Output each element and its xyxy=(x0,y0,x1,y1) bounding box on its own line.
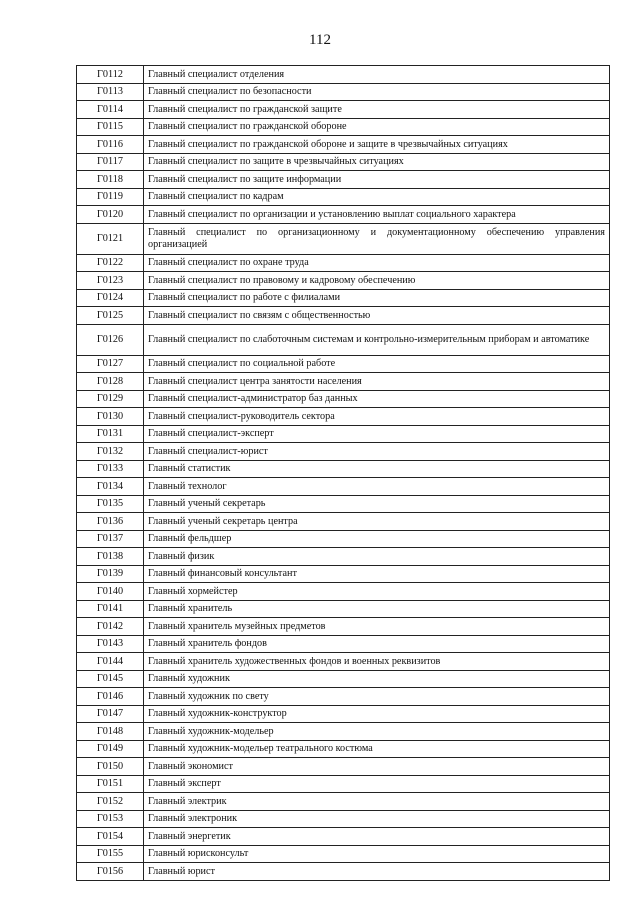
profession-name: Главный специалист по гражданской защите xyxy=(144,101,610,119)
table-row xyxy=(77,530,610,548)
profession-name: Главный экономист xyxy=(144,758,610,776)
profession-code: Г0116 xyxy=(77,136,144,154)
profession-name: Главный эксперт xyxy=(144,775,610,793)
profession-code: Г0155 xyxy=(77,845,144,863)
profession-code: Г0141 xyxy=(77,600,144,618)
profession-code: Г0156 xyxy=(77,863,144,881)
table-row xyxy=(77,600,610,618)
profession-name: Главный ученый секретарь центра xyxy=(144,513,610,531)
table-row xyxy=(77,390,610,408)
table-row xyxy=(77,548,610,566)
profession-name: Главный специалист по гражданской обороне xyxy=(144,118,610,136)
table-row xyxy=(77,670,610,688)
profession-code: Г0154 xyxy=(77,828,144,846)
profession-code: Г0134 xyxy=(77,478,144,496)
profession-code: Г0115 xyxy=(77,118,144,136)
profession-code: Г0142 xyxy=(77,618,144,636)
table-row xyxy=(77,863,610,881)
profession-code: Г0138 xyxy=(77,548,144,566)
profession-name: Главный хранитель xyxy=(144,600,610,618)
profession-name: Главный физик xyxy=(144,548,610,566)
table-row xyxy=(77,513,610,531)
profession-code: Г0130 xyxy=(77,408,144,426)
profession-name: Главный специалист по организации и установлению выплат социального характера xyxy=(144,206,610,224)
profession-code: Г0112 xyxy=(77,66,144,84)
table-row xyxy=(77,653,610,671)
table-row xyxy=(77,373,610,391)
profession-name: Главный специалист по организационному и документационному обеспечению управления организацией xyxy=(144,223,610,254)
profession-code: Г0145 xyxy=(77,670,144,688)
profession-name: Главный юрисконсульт xyxy=(144,845,610,863)
profession-code: Г0153 xyxy=(77,810,144,828)
table-row xyxy=(77,705,610,723)
table-row xyxy=(77,828,610,846)
table-row xyxy=(77,583,610,601)
profession-code: Г0129 xyxy=(77,390,144,408)
table-body xyxy=(77,66,610,881)
profession-name: Главный специалист по работе с филиалами xyxy=(144,289,610,307)
table-row xyxy=(77,355,610,373)
profession-name: Главный фельдшер xyxy=(144,530,610,548)
profession-name: Главный специалист по защите в чрезвычайных ситуациях xyxy=(144,153,610,171)
table-row xyxy=(77,443,610,461)
table-row xyxy=(77,272,610,290)
table-row xyxy=(77,740,610,758)
table-row xyxy=(77,408,610,426)
profession-code: Г0131 xyxy=(77,425,144,443)
table-row xyxy=(77,495,610,513)
table-row xyxy=(77,66,610,84)
profession-name: Главный специалист-руководитель сектора xyxy=(144,408,610,426)
profession-name: Главный специалист по правовому и кадровому обеспечению xyxy=(144,272,610,290)
table-row xyxy=(77,635,610,653)
table-row xyxy=(77,223,610,254)
profession-code: Г0123 xyxy=(77,272,144,290)
profession-code-table xyxy=(76,65,610,881)
table-row xyxy=(77,136,610,154)
profession-name: Главный специалист по социальной работе xyxy=(144,355,610,373)
profession-name: Главный специалист по безопасности xyxy=(144,83,610,101)
table-row xyxy=(77,324,610,355)
profession-name: Главный специалист-администратор баз данных xyxy=(144,390,610,408)
page-number: 112 xyxy=(309,32,331,48)
profession-code: Г0133 xyxy=(77,460,144,478)
table-row xyxy=(77,478,610,496)
profession-name: Главный электроник xyxy=(144,810,610,828)
table-row xyxy=(77,775,610,793)
profession-name: Главный специалист-юрист xyxy=(144,443,610,461)
profession-code: Г0117 xyxy=(77,153,144,171)
profession-name: Главный хранитель художественных фондов и военных реквизитов xyxy=(144,653,610,671)
profession-code: Г0144 xyxy=(77,653,144,671)
table-row xyxy=(77,845,610,863)
profession-name: Главный художник-модельер xyxy=(144,723,610,741)
profession-code: Г0121 xyxy=(77,223,144,254)
profession-code: Г0119 xyxy=(77,188,144,206)
profession-name: Главный технолог xyxy=(144,478,610,496)
profession-code: Г0151 xyxy=(77,775,144,793)
table-row xyxy=(77,118,610,136)
profession-code: Г0120 xyxy=(77,206,144,224)
table-row xyxy=(77,758,610,776)
profession-name: Главный специалист по связям с общественностью xyxy=(144,307,610,325)
profession-name: Главный ученый секретарь xyxy=(144,495,610,513)
profession-name: Главный специалист по гражданской обороне и защите в чрезвычайных ситуациях xyxy=(144,136,610,154)
profession-code: Г0146 xyxy=(77,688,144,706)
table-row xyxy=(77,618,610,636)
table-row xyxy=(77,723,610,741)
profession-name: Главный хранитель музейных предметов xyxy=(144,618,610,636)
profession-name: Главный специалист по слаботочным системам и контрольно-измерительным приборам и автоматике xyxy=(144,324,610,355)
table-row xyxy=(77,460,610,478)
profession-code: Г0136 xyxy=(77,513,144,531)
profession-code: Г0125 xyxy=(77,307,144,325)
profession-name: Главный специалист отделения xyxy=(144,66,610,84)
table-row xyxy=(77,810,610,828)
profession-code: Г0150 xyxy=(77,758,144,776)
profession-name: Главный статистик xyxy=(144,460,610,478)
profession-code: Г0132 xyxy=(77,443,144,461)
profession-code: Г0148 xyxy=(77,723,144,741)
profession-name: Главный энергетик xyxy=(144,828,610,846)
table-row xyxy=(77,289,610,307)
profession-code: Г0135 xyxy=(77,495,144,513)
table-row xyxy=(77,83,610,101)
profession-code: Г0143 xyxy=(77,635,144,653)
table-row xyxy=(77,206,610,224)
table-row xyxy=(77,793,610,811)
profession-name: Главный финансовый консультант xyxy=(144,565,610,583)
profession-name: Главный художник xyxy=(144,670,610,688)
profession-name: Главный электрик xyxy=(144,793,610,811)
profession-code: Г0114 xyxy=(77,101,144,119)
profession-code: Г0140 xyxy=(77,583,144,601)
profession-code: Г0122 xyxy=(77,254,144,272)
profession-name: Главный специалист по кадрам xyxy=(144,188,610,206)
profession-name: Главный хранитель фондов xyxy=(144,635,610,653)
table-row xyxy=(77,188,610,206)
table-row xyxy=(77,425,610,443)
profession-code: Г0124 xyxy=(77,289,144,307)
profession-code: Г0118 xyxy=(77,171,144,189)
profession-code: Г0126 xyxy=(77,324,144,355)
profession-name: Главный хормейстер xyxy=(144,583,610,601)
profession-code: Г0152 xyxy=(77,793,144,811)
profession-name: Главный художник-конструктор xyxy=(144,705,610,723)
profession-name: Главный специалист центра занятости населения xyxy=(144,373,610,391)
table-row xyxy=(77,101,610,119)
table-row xyxy=(77,171,610,189)
profession-code: Г0147 xyxy=(77,705,144,723)
profession-code: Г0139 xyxy=(77,565,144,583)
profession-name: Главный специалист по охране труда xyxy=(144,254,610,272)
profession-code: Г0113 xyxy=(77,83,144,101)
table-row xyxy=(77,688,610,706)
profession-name: Главный специалист-эксперт xyxy=(144,425,610,443)
profession-name: Главный художник-модельер театрального костюма xyxy=(144,740,610,758)
table-row xyxy=(77,153,610,171)
profession-code: Г0137 xyxy=(77,530,144,548)
profession-name: Главный специалист по защите информации xyxy=(144,171,610,189)
table-row xyxy=(77,254,610,272)
profession-code: Г0127 xyxy=(77,355,144,373)
profession-code: Г0149 xyxy=(77,740,144,758)
table-row xyxy=(77,307,610,325)
table-row xyxy=(77,565,610,583)
profession-name: Главный художник по свету xyxy=(144,688,610,706)
profession-name: Главный юрист xyxy=(144,863,610,881)
profession-code: Г0128 xyxy=(77,373,144,391)
